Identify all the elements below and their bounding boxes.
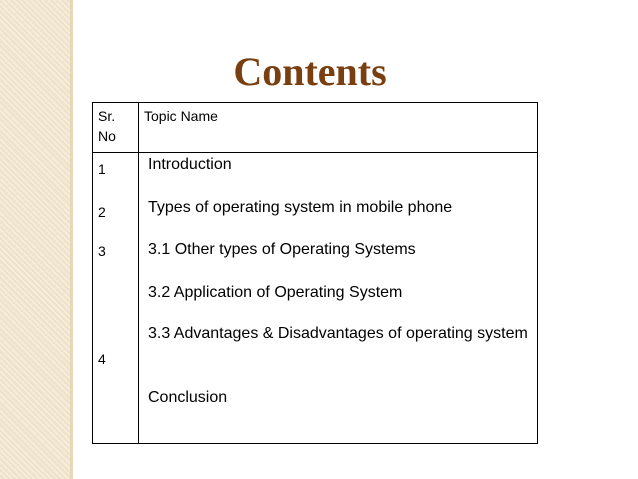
topic-other-types: 3.1 Other types of Operating Systems	[148, 241, 416, 258]
number-3: 3	[98, 243, 106, 259]
topic-conclusion: Conclusion	[148, 389, 228, 406]
number-1: 1	[98, 161, 106, 177]
number-2: 2	[98, 204, 106, 220]
topic-application: 3.2 Application of Operating System	[148, 284, 403, 301]
number-column	[93, 153, 139, 444]
number-4: 4	[98, 351, 106, 367]
page-title: Contents	[233, 49, 387, 94]
topic-advantages: 3.3 Advantages & Disadvantages of operating system	[148, 325, 528, 342]
topic-types-mobile: Types of operating system in mobile phone	[148, 199, 453, 216]
header-sr-no: Sr. No	[93, 103, 139, 153]
topic-introduction: Introduction	[148, 156, 232, 173]
table-header-row	[93, 103, 538, 153]
decorative-stripe	[0, 0, 70, 479]
header-topic-name: Topic Name	[139, 103, 538, 153]
stripe-divider	[70, 0, 73, 479]
